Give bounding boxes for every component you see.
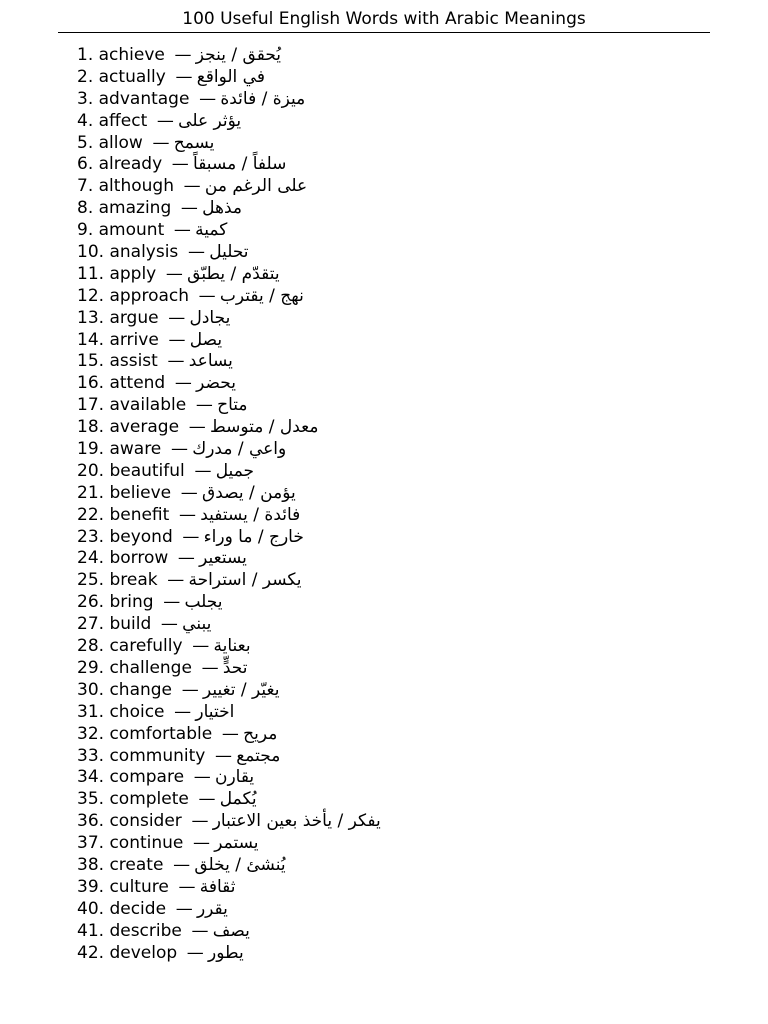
item-number: 22. xyxy=(77,504,105,525)
english-word: consider xyxy=(109,811,182,832)
list-item xyxy=(77,351,381,373)
list-item xyxy=(77,242,381,264)
english-word: carefully xyxy=(109,636,183,657)
english-word: compare xyxy=(109,767,185,788)
item-number: 33. xyxy=(77,745,105,766)
item-number: 29. xyxy=(77,657,105,678)
list-item xyxy=(77,373,381,395)
list-item xyxy=(77,330,381,352)
em-dash-separator: — xyxy=(201,657,219,678)
arabic-meaning: جميل xyxy=(215,460,255,481)
arabic-meaning: يُنشئ / يخلق xyxy=(194,854,286,875)
em-dash-separator: — xyxy=(178,876,196,897)
arabic-meaning: يُكمل xyxy=(219,789,257,810)
arabic-meaning: بعناية xyxy=(213,636,251,657)
english-word: approach xyxy=(109,285,190,306)
item-number: 2. xyxy=(77,66,94,87)
item-number: 30. xyxy=(77,679,105,700)
list-item xyxy=(77,198,381,220)
em-dash-separator: — xyxy=(191,811,209,832)
arabic-meaning: ثقافة xyxy=(199,876,236,897)
list-item xyxy=(77,724,381,746)
em-dash-separator: — xyxy=(156,110,174,131)
item-number: 34. xyxy=(77,767,105,788)
arabic-meaning: خارج / ما وراء xyxy=(203,526,304,547)
list-item xyxy=(77,921,381,943)
arabic-meaning: على الرغم من xyxy=(204,176,308,197)
em-dash-separator: — xyxy=(174,45,192,65)
em-dash-separator: — xyxy=(187,242,205,263)
english-word: challenge xyxy=(109,657,192,678)
english-word: change xyxy=(109,679,173,700)
list-item xyxy=(77,308,381,330)
item-number: 25. xyxy=(77,570,105,591)
item-number: 6. xyxy=(77,154,94,175)
list-item xyxy=(77,702,381,724)
arabic-meaning: يُحقق / ينجز xyxy=(195,45,282,65)
item-number: 41. xyxy=(77,920,105,941)
arabic-meaning: تحليل xyxy=(209,242,249,263)
english-word: create xyxy=(109,854,164,875)
english-word: community xyxy=(109,745,206,766)
list-item xyxy=(77,570,381,592)
arabic-meaning: يؤمن / يصدق xyxy=(202,482,296,503)
english-word: believe xyxy=(109,482,172,503)
em-dash-separator: — xyxy=(175,898,193,919)
list-item xyxy=(77,461,381,483)
arabic-meaning: ميزة / فائدة xyxy=(220,88,306,109)
list-item xyxy=(77,220,381,242)
list-item xyxy=(77,395,381,417)
english-word: amount xyxy=(98,220,165,241)
em-dash-separator: — xyxy=(180,198,198,219)
em-dash-separator: — xyxy=(167,351,185,372)
em-dash-separator: — xyxy=(183,176,201,197)
english-word: actually xyxy=(98,66,166,87)
list-item xyxy=(77,133,381,155)
item-number: 8. xyxy=(77,198,94,219)
item-number: 18. xyxy=(77,417,105,438)
em-dash-separator: — xyxy=(175,66,193,87)
list-item xyxy=(77,592,381,614)
english-word: affect xyxy=(98,110,148,131)
english-word: already xyxy=(98,154,163,175)
item-number: 9. xyxy=(77,220,94,241)
em-dash-separator: — xyxy=(182,526,200,547)
arabic-meaning: تحدٍّ xyxy=(222,657,248,678)
item-number: 4. xyxy=(77,110,94,131)
arabic-meaning: يستعير xyxy=(199,548,247,569)
arabic-meaning: يؤثر على xyxy=(178,110,242,131)
arabic-meaning: اختيار xyxy=(195,701,235,722)
english-word: bring xyxy=(109,592,154,613)
em-dash-separator: — xyxy=(195,395,213,416)
em-dash-separator: — xyxy=(180,482,198,503)
english-word: decide xyxy=(109,898,167,919)
em-dash-separator: — xyxy=(170,439,188,460)
arabic-meaning: مجتمع xyxy=(236,745,281,766)
item-number: 10. xyxy=(77,242,105,263)
list-item xyxy=(77,943,381,965)
em-dash-separator: — xyxy=(168,329,186,350)
item-number: 14. xyxy=(77,329,105,350)
english-word: borrow xyxy=(109,548,169,569)
em-dash-separator: — xyxy=(198,285,216,306)
list-item xyxy=(77,417,381,439)
list-item xyxy=(77,833,381,855)
english-word: available xyxy=(109,395,187,416)
arabic-meaning: يفكر / يأخذ بعين الاعتبار xyxy=(212,811,381,832)
em-dash-separator: — xyxy=(198,789,216,810)
arabic-meaning: فائدة / يستفيد xyxy=(200,504,301,525)
em-dash-separator: — xyxy=(174,701,192,722)
item-number: 38. xyxy=(77,854,105,875)
arabic-meaning: واعي / مدرك xyxy=(192,439,287,460)
english-word: continue xyxy=(109,833,184,854)
item-number: 31. xyxy=(77,701,105,722)
item-number: 5. xyxy=(77,132,94,153)
list-item xyxy=(77,89,381,111)
item-number: 20. xyxy=(77,460,105,481)
item-number: 19. xyxy=(77,439,105,460)
list-item xyxy=(77,789,381,811)
em-dash-separator: — xyxy=(193,767,211,788)
list-item xyxy=(77,176,381,198)
english-word: aware xyxy=(109,439,162,460)
english-word: analysis xyxy=(109,242,179,263)
arabic-meaning: نهج / يقترب xyxy=(219,285,304,306)
em-dash-separator: — xyxy=(163,592,181,613)
english-word: build xyxy=(109,614,152,635)
item-number: 16. xyxy=(77,373,105,394)
em-dash-separator: — xyxy=(152,132,170,153)
arabic-meaning: يقرر xyxy=(196,898,228,919)
arabic-meaning: يبني xyxy=(182,614,212,635)
arabic-meaning: يقارن xyxy=(214,767,255,788)
list-item xyxy=(77,636,381,658)
item-number: 15. xyxy=(77,351,105,372)
em-dash-separator: — xyxy=(191,920,209,941)
arabic-meaning: يجادل xyxy=(189,307,231,328)
english-word: arrive xyxy=(109,329,159,350)
list-item xyxy=(77,439,381,461)
em-dash-separator: — xyxy=(199,88,217,109)
arabic-meaning: يجلب xyxy=(184,592,223,613)
em-dash-separator: — xyxy=(192,636,210,657)
item-number: 23. xyxy=(77,526,105,547)
english-word: allow xyxy=(98,132,143,153)
arabic-meaning: كمية xyxy=(195,220,228,241)
item-number: 13. xyxy=(77,307,105,328)
english-word: advantage xyxy=(98,88,190,109)
list-item xyxy=(77,614,381,636)
english-word: apply xyxy=(109,263,157,284)
item-number: 28. xyxy=(77,636,105,657)
english-word: attend xyxy=(109,373,166,394)
list-item xyxy=(77,855,381,877)
arabic-meaning: يسمح xyxy=(173,132,215,153)
em-dash-separator: — xyxy=(193,833,211,854)
english-word: comfortable xyxy=(109,723,213,744)
english-word: average xyxy=(109,417,180,438)
item-number: 24. xyxy=(77,548,105,569)
arabic-meaning: يحضر xyxy=(196,373,236,394)
list-item xyxy=(77,286,381,308)
item-number: 40. xyxy=(77,898,105,919)
em-dash-separator: — xyxy=(173,854,191,875)
item-number: 35. xyxy=(77,789,105,810)
list-item xyxy=(77,877,381,899)
arabic-meaning: يكسر / استراحة xyxy=(188,570,302,591)
list-item xyxy=(77,899,381,921)
em-dash-separator: — xyxy=(160,614,178,635)
title-divider xyxy=(58,32,710,33)
item-number: 12. xyxy=(77,285,105,306)
arabic-meaning: يغيّر / تغيير xyxy=(202,679,280,700)
list-item xyxy=(77,680,381,702)
arabic-meaning: يتقدّم / يطبّق xyxy=(187,263,280,284)
item-number: 26. xyxy=(77,592,105,613)
english-word: although xyxy=(98,176,174,197)
list-item xyxy=(77,767,381,789)
word-list xyxy=(77,45,381,964)
arabic-meaning: متاح xyxy=(217,395,248,416)
em-dash-separator: — xyxy=(174,373,192,394)
em-dash-separator: — xyxy=(186,942,204,963)
em-dash-separator: — xyxy=(221,723,239,744)
arabic-meaning: معدل / متوسط xyxy=(209,417,319,438)
list-item xyxy=(77,746,381,768)
arabic-meaning: مذهل xyxy=(202,198,243,219)
item-number: 32. xyxy=(77,723,105,744)
em-dash-separator: — xyxy=(177,548,195,569)
english-word: achieve xyxy=(98,45,165,65)
em-dash-separator: — xyxy=(171,154,189,175)
english-word: choice xyxy=(109,701,165,722)
english-word: amazing xyxy=(98,198,172,219)
item-number: 21. xyxy=(77,482,105,503)
english-word: culture xyxy=(109,876,169,897)
em-dash-separator: — xyxy=(194,460,212,481)
list-item xyxy=(77,811,381,833)
item-number: 39. xyxy=(77,876,105,897)
list-item xyxy=(77,264,381,286)
list-item xyxy=(77,658,381,680)
item-number: 27. xyxy=(77,614,105,635)
english-word: complete xyxy=(109,789,189,810)
em-dash-separator: — xyxy=(165,263,183,284)
em-dash-separator: — xyxy=(188,417,206,438)
list-item xyxy=(77,154,381,176)
english-word: argue xyxy=(109,307,159,328)
list-item xyxy=(77,505,381,527)
em-dash-separator: — xyxy=(168,307,186,328)
page-title: 100 Useful English Words with Arabic Meanings xyxy=(182,9,586,29)
em-dash-separator: — xyxy=(214,745,232,766)
item-number: 17. xyxy=(77,395,105,416)
item-number: 36. xyxy=(77,811,105,832)
english-word: assist xyxy=(109,351,158,372)
arabic-meaning: يصف xyxy=(212,920,250,941)
english-word: beautiful xyxy=(109,460,185,481)
item-number: 42. xyxy=(77,942,105,963)
english-word: describe xyxy=(109,920,182,941)
item-number: 3. xyxy=(77,88,94,109)
english-word: beyond xyxy=(109,526,173,547)
list-item xyxy=(77,111,381,133)
list-item xyxy=(77,527,381,549)
list-item xyxy=(77,548,381,570)
em-dash-separator: — xyxy=(173,220,191,241)
list-item xyxy=(77,67,381,89)
list-item xyxy=(77,483,381,505)
list-item xyxy=(77,45,381,67)
english-word: develop xyxy=(109,942,178,963)
arabic-meaning: يطور xyxy=(208,942,244,963)
arabic-meaning: يستمر xyxy=(214,833,259,854)
arabic-meaning: في الواقع xyxy=(196,66,265,87)
em-dash-separator: — xyxy=(167,570,185,591)
em-dash-separator: — xyxy=(181,679,199,700)
item-number: 11. xyxy=(77,263,105,284)
item-number: 7. xyxy=(77,176,94,197)
arabic-meaning: يساعد xyxy=(188,351,233,372)
em-dash-separator: — xyxy=(178,504,196,525)
english-word: break xyxy=(109,570,158,591)
arabic-meaning: مريح xyxy=(243,723,278,744)
arabic-meaning: سلفاً / مسبقاً xyxy=(193,154,287,175)
item-number: 1. xyxy=(77,45,94,65)
item-number: 37. xyxy=(77,833,105,854)
arabic-meaning: يصل xyxy=(189,329,223,350)
english-word: benefit xyxy=(109,504,170,525)
